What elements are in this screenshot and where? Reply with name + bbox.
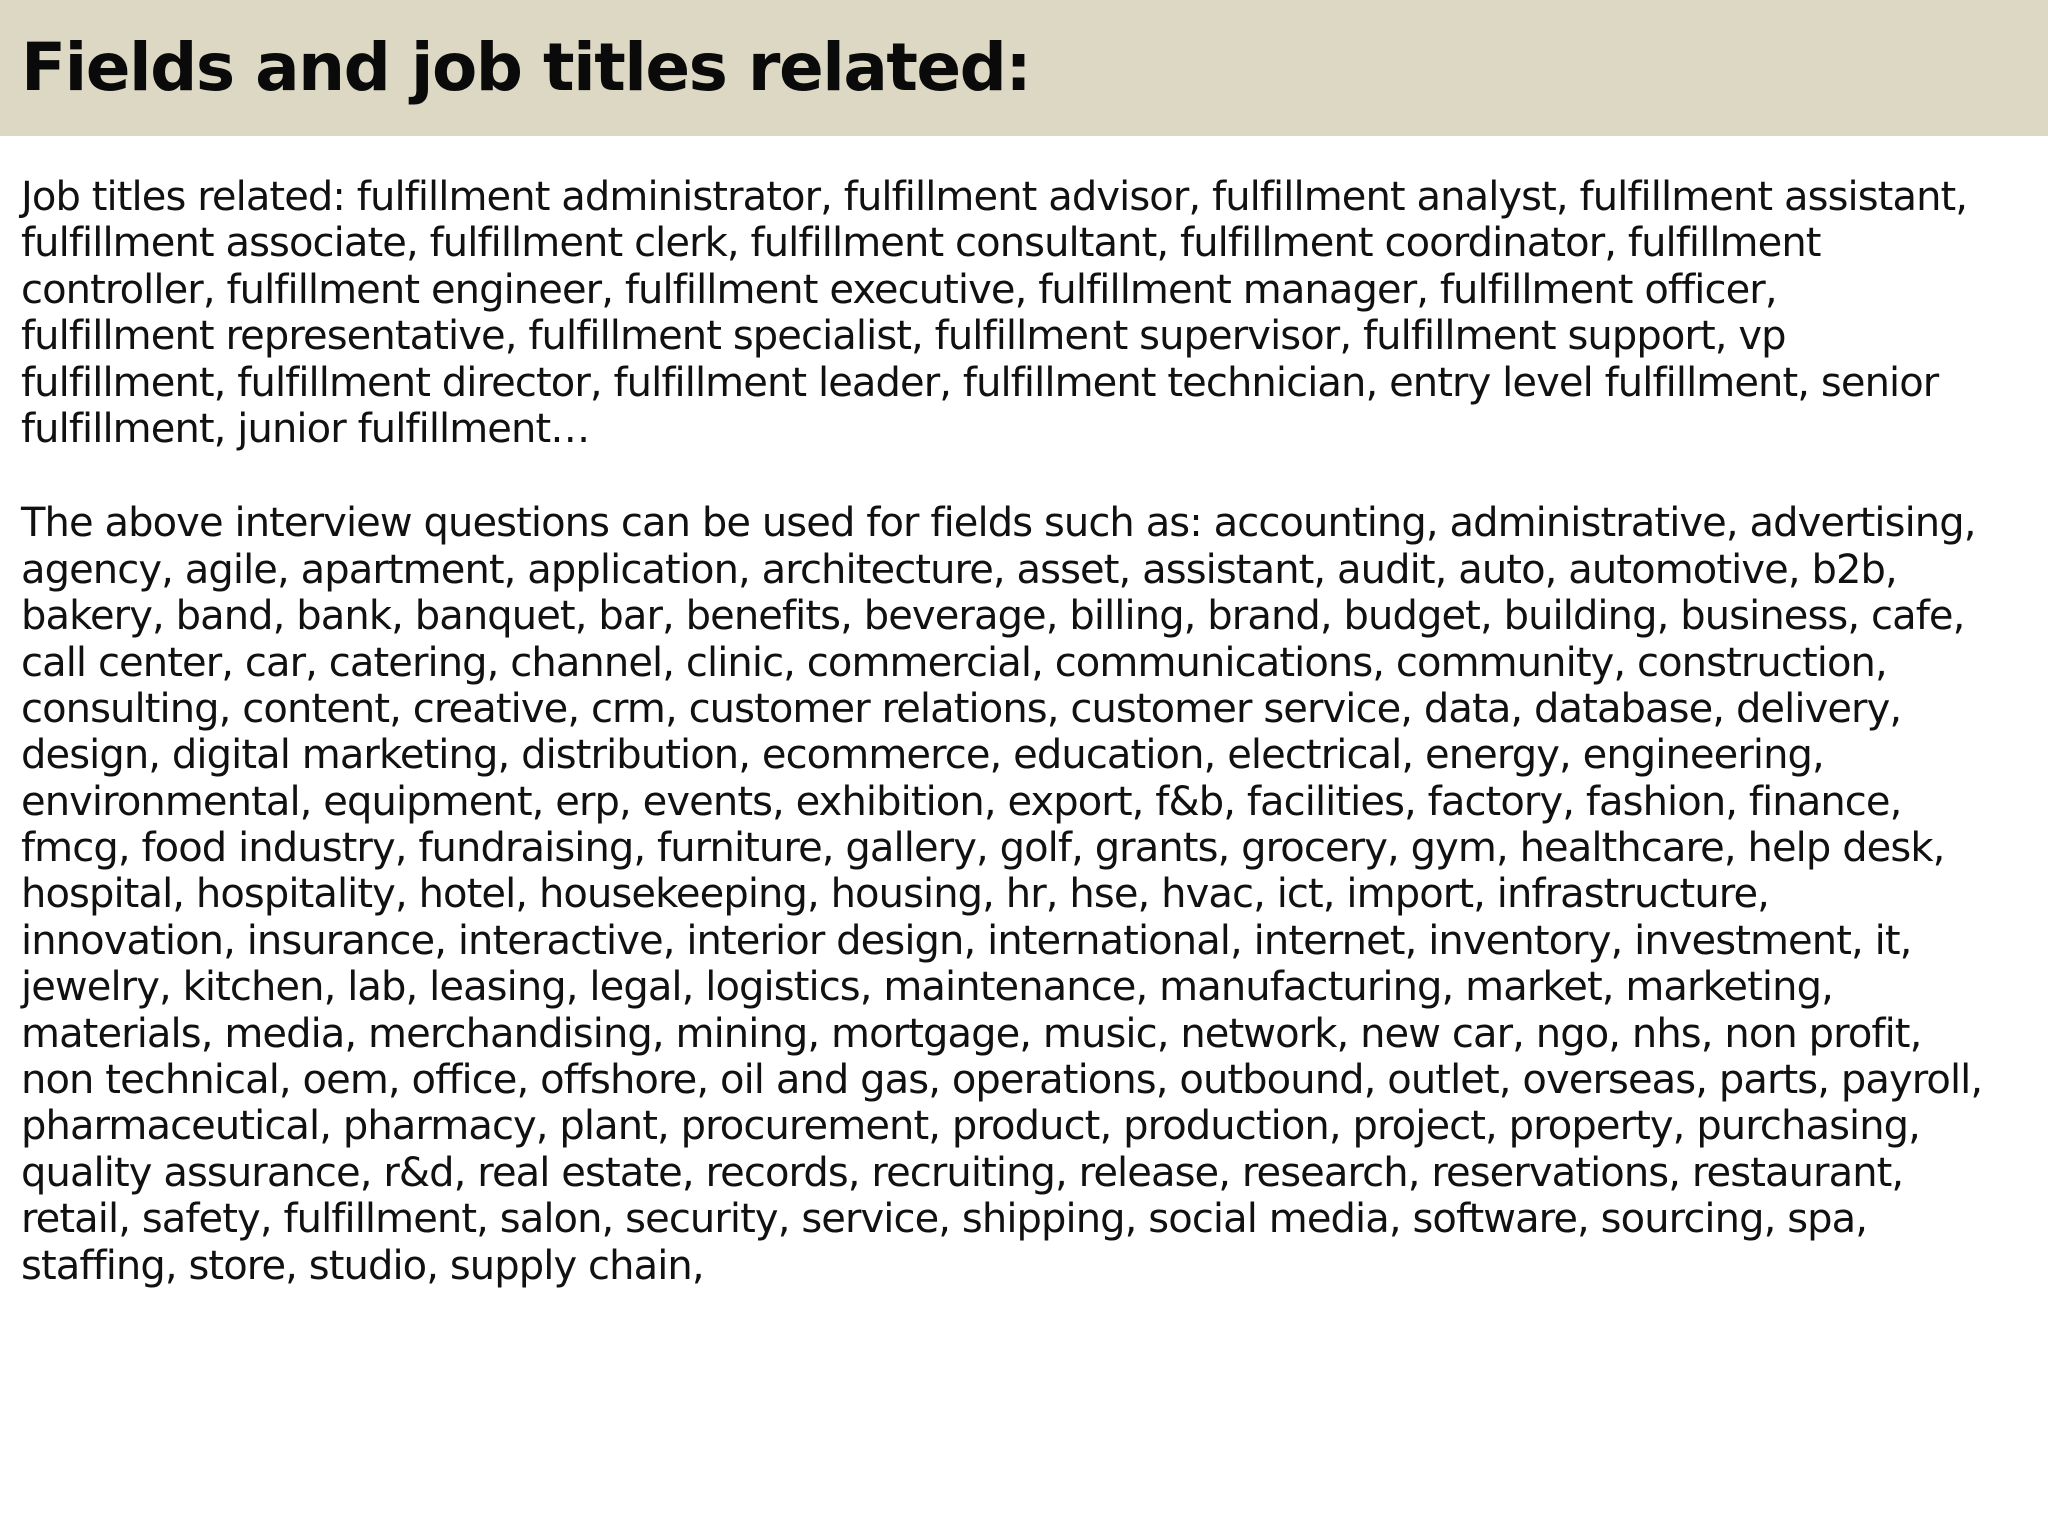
text-line: fulfillment representative, fulfillment specialist, fulfillment supervisor, fulfillment support, vp bbox=[21, 313, 1786, 360]
text-line: bakery, band, bank, banquet, bar, benefits, beverage, billing, brand, budget, building, business, cafe, bbox=[21, 593, 1965, 640]
text-line: fulfillment, junior fulfillment… bbox=[21, 405, 590, 452]
title-bar bbox=[0, 0, 2048, 136]
text-line: The above interview questions can be used for fields such as: accounting, administrative, advertising, bbox=[21, 500, 1976, 547]
text-line: retail, safety, fulfillment, salon, security, service, shipping, social media, software, sourcing, spa, bbox=[21, 1196, 1868, 1243]
text-line: innovation, insurance, interactive, interior design, international, internet, inventory, investment, it, bbox=[21, 917, 1912, 964]
text-line: fmcg, food industry, fundraising, furniture, gallery, golf, grants, grocery, gym, healthcare, help desk, bbox=[21, 825, 1945, 872]
text-line: Job titles related: fulfillment administrator, fulfillment advisor, fulfillment analyst, fulfillment assistant, bbox=[21, 174, 1968, 220]
text-line: staffing, store, studio, supply chain, bbox=[21, 1242, 704, 1289]
text-line: hospital, hospitality, hotel, housekeeping, housing, hr, hse, hvac, ict, import, infrastructure, bbox=[21, 871, 1769, 918]
slide-body bbox=[21, 174, 2021, 1289]
text-line: design, digital marketing, distribution, ecommerce, education, electrical, energy, engineering, bbox=[21, 732, 1824, 779]
text-line: quality assurance, r&d, real estate, records, recruiting, release, research, reservations, restaurant, bbox=[21, 1149, 1904, 1196]
text-line: jewelry, kitchen, lab, leasing, legal, logistics, maintenance, manufacturing, market, marketing, bbox=[21, 964, 1833, 1011]
slide-title: Fields and job titles related: bbox=[21, 29, 1031, 106]
text-line: consulting, content, creative, crm, customer relations, customer service, data, database, delivery, bbox=[21, 685, 1902, 732]
text-line: call center, car, catering, channel, clinic, commercial, communications, community, construction, bbox=[21, 639, 1887, 686]
fields-paragraph bbox=[21, 500, 2021, 1289]
text-line: agency, agile, apartment, application, architecture, asset, assistant, audit, auto, automotive, b2b, bbox=[21, 546, 1897, 593]
text-line: non technical, oem, office, offshore, oil and gas, operations, outbound, outlet, overseas, parts, payroll, bbox=[21, 1057, 1983, 1104]
text-line: environmental, equipment, erp, events, exhibition, export, f&b, facilities, factory, fashion, finance, bbox=[21, 778, 1902, 825]
text-line: pharmaceutical, pharmacy, plant, procurement, product, production, project, property, purchasing, bbox=[21, 1103, 1920, 1150]
text-line: controller, fulfillment engineer, fulfillment executive, fulfillment manager, fulfillment officer, bbox=[21, 266, 1777, 313]
text-line: fulfillment associate, fulfillment clerk, fulfillment consultant, fulfillment coordinator, fulfillment bbox=[21, 220, 1821, 267]
paragraph-spacer bbox=[21, 452, 2021, 500]
text-line: fulfillment, fulfillment director, fulfillment leader, fulfillment technician, entry level fulfillment, senior bbox=[21, 359, 1939, 406]
text-line: materials, media, merchandising, mining, mortgage, music, network, new car, ngo, nhs, non profit, bbox=[21, 1010, 1922, 1057]
job-titles-paragraph bbox=[21, 174, 2021, 452]
